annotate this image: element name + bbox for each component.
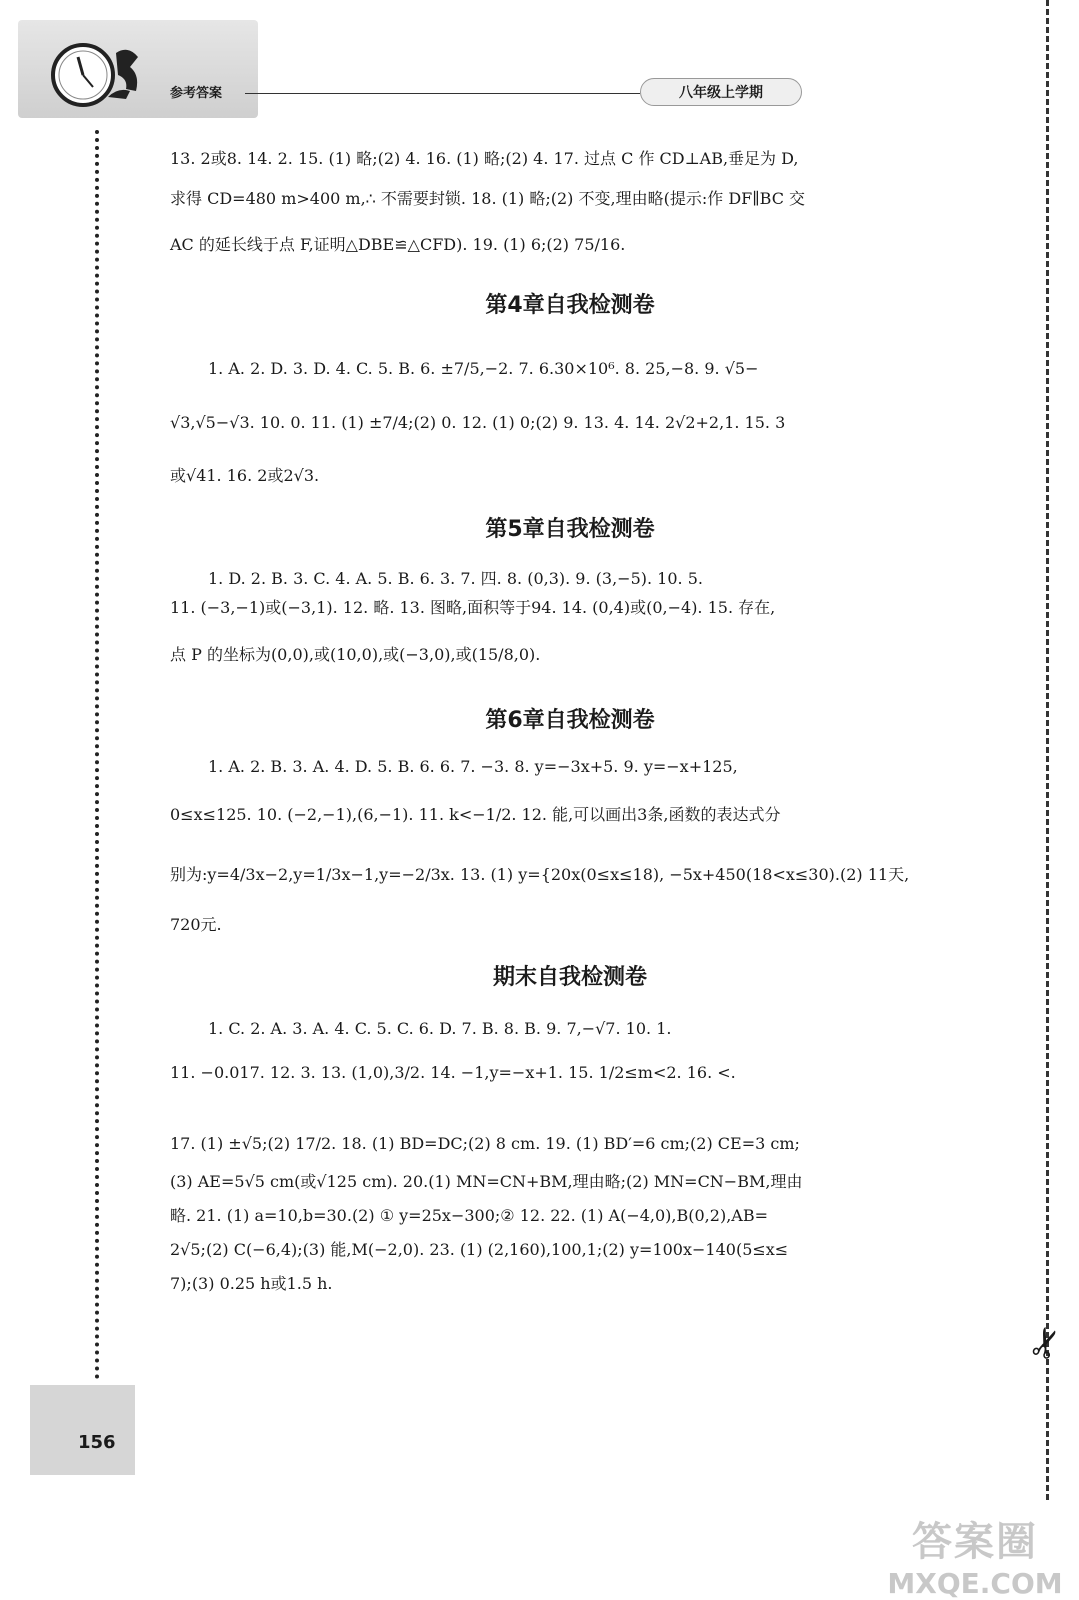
answer-line: 略. 21. (1) a=10,b=30.(2) ① y=25x−300;② 12. 22. (1) A(−4,0),B(0,2),AB= — [170, 1206, 768, 1225]
answer-line: 11. (−3,−1)或(−3,1). 12. 略. 13. 图略,面积等于94. 14. (0,4)或(0,−4). 15. 存在, — [170, 598, 776, 617]
answer-line: 别为:y=4/3x−2,y=1/3x−1,y=−2/3x. 13. (1) y={20x(0≤x≤18), −5x+450(18<x≤30).(2) 11天, — [170, 865, 910, 884]
binding-dots — [95, 130, 99, 1380]
cut-line — [1046, 0, 1049, 1500]
watermark-logo: 答案圈 MXQE.COM — [887, 1519, 1063, 1600]
answer-line: 0≤x≤125. 10. (−2,−1),(6,−1). 11. k<−1/2. 12. 能,可以画出3条,函数的表达式分 — [170, 805, 781, 824]
answer-line: (3) AE=5√5 cm(或√125 cm). 20.(1) MN=CN+BM,理由略;(2) MN=CN−BM,理由 — [170, 1172, 803, 1191]
answer-line: 11. −0.017. 12. 3. 13. (1,0),3/2. 14. −1,y=−x+1. 15. 1/2≤m<2. 16. <. — [170, 1063, 736, 1082]
section-title: 第4章自我检测卷 — [485, 293, 655, 318]
answer-line: 1. A. 2. D. 3. D. 4. C. 5. B. 6. ±7/5,−2. 7. 6.30×10⁶. 8. 25,−8. 9. √5− — [208, 359, 759, 378]
page-number: 156 — [78, 1432, 116, 1453]
answer-line: √3,√5−√3. 10. 0. 11. (1) ±7/4;(2) 0. 12. (1) 0;(2) 9. 13. 4. 14. 2√2+2,1. 15. 3 — [170, 413, 786, 432]
header-rule — [245, 93, 640, 94]
answer-line: 1. A. 2. B. 3. A. 4. D. 5. B. 6. 6. 7. −3. 8. y=−3x+5. 9. y=−x+125, — [208, 757, 738, 776]
answer-line: 点 P 的坐标为(0,0),或(10,0),或(−3,0),或(15/8,0). — [170, 645, 541, 664]
answer-line: 13. 2或8. 14. 2. 15. (1) 略;(2) 4. 16. (1) 略;(2) 4. 17. 过点 C 作 CD⊥AB,垂足为 D, — [170, 149, 799, 168]
answer-line: 1. D. 2. B. 3. C. 4. A. 5. B. 6. 3. 7. 四. 8. (0,3). 9. (3,−5). 10. 5. — [208, 569, 703, 588]
answer-line: 2√5;(2) C(−6,4);(3) 能,M(−2,0). 23. (1) (2,160),100,1;(2) y=100x−140(5≤x≤ — [170, 1240, 789, 1259]
answer-line: 或√41. 16. 2或2√3. — [170, 466, 320, 485]
section-title: 第5章自我检测卷 — [485, 517, 655, 542]
footer-band — [30, 1385, 135, 1475]
section-title: 期末自我检测卷 — [492, 965, 647, 990]
section-title: 第6章自我检测卷 — [485, 708, 655, 733]
compass-clock-logo — [38, 35, 158, 115]
answer-line: AC 的延长线于点 F,证明△DBE≌△CFD). 19. (1) 6;(2) 75/16. — [170, 235, 626, 254]
grade-badge: 八年级上学期 — [640, 78, 802, 106]
answer-line: 求得 CD=480 m>400 m,∴ 不需要封锁. 18. (1) 略;(2) 不变,理由略(提示:作 DF∥BC 交 — [170, 189, 806, 208]
answer-line: 720元. — [170, 915, 222, 934]
scissors-icon: ✂ — [1019, 1319, 1075, 1367]
answer-line: 17. (1) ±√5;(2) 17/2. 18. (1) BD=DC;(2) 8 cm. 19. (1) BD′=6 cm;(2) CE=3 cm; — [170, 1134, 800, 1153]
header-label: 参考答案 — [170, 86, 223, 101]
answer-line: 7);(3) 0.25 h或1.5 h. — [170, 1274, 333, 1293]
answer-line: 1. C. 2. A. 3. A. 4. C. 5. C. 6. D. 7. B. 8. B. 9. 7,−√7. 10. 1. — [208, 1019, 672, 1038]
